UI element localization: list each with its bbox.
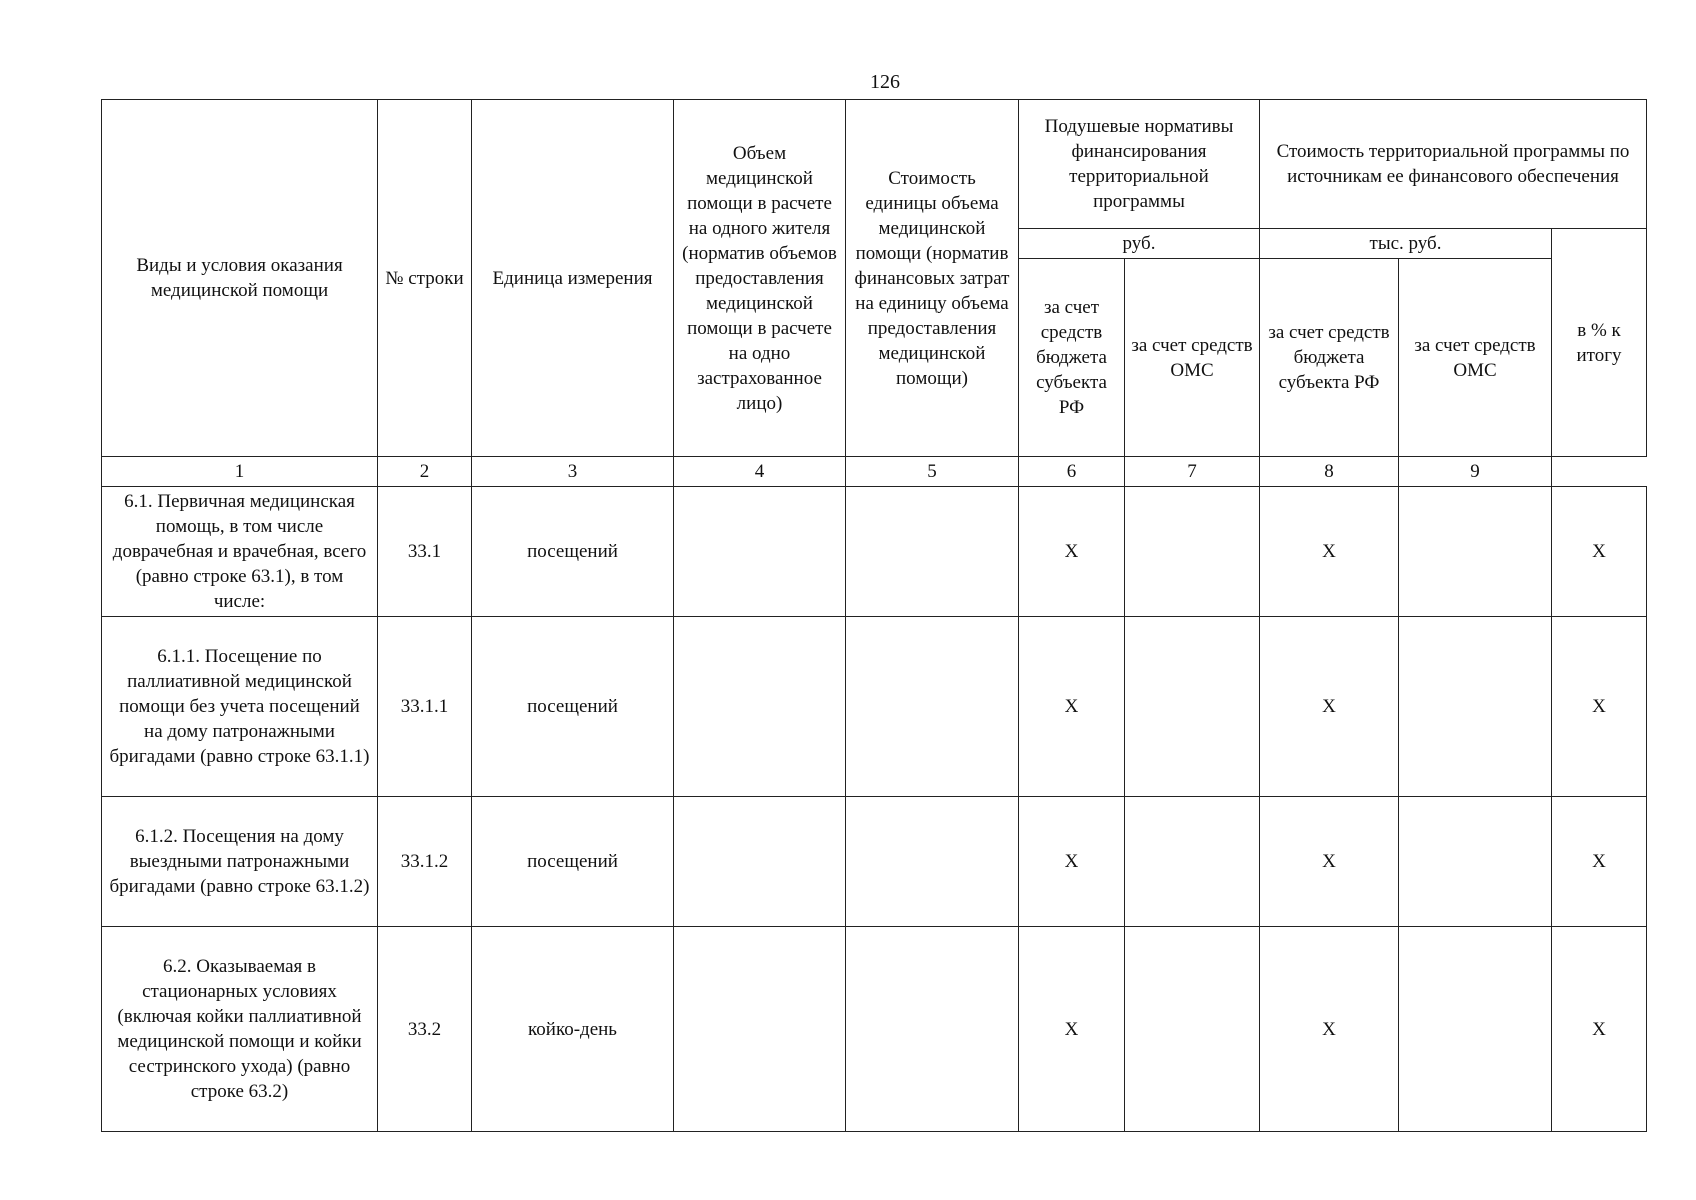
row-oms-6 <box>1125 797 1260 927</box>
row-budget-5: X <box>1019 797 1125 927</box>
row-budget-5: X <box>1019 927 1125 1132</box>
header-percent: в % к итогу <box>1552 229 1647 457</box>
column-number: 9 <box>1399 457 1552 487</box>
header-volume: Объем медицинской помощи в расчете на одного жителя (норматив объемов предоставления медицинской помощи в расчете на одно застрахованное лицо) <box>674 100 846 457</box>
row-volume <box>674 927 846 1132</box>
column-number: 8 <box>1260 457 1399 487</box>
page-number: 126 <box>870 71 900 93</box>
header-budget-7: за счет средств бюджета субъекта РФ <box>1260 259 1399 457</box>
header-unit-rub: руб. <box>1019 229 1260 259</box>
row-cost <box>846 487 1019 617</box>
row-budget-7: X <box>1260 797 1399 927</box>
row-oms-8 <box>1399 487 1552 617</box>
row-unit: посещений <box>472 487 674 617</box>
row-percent: X <box>1552 927 1647 1132</box>
row-unit: посещений <box>472 797 674 927</box>
table-row <box>102 797 1647 927</box>
header-unit: Единица измерения <box>472 100 674 457</box>
header-oms-6: за счет средств ОМС <box>1125 259 1260 457</box>
row-description: 6.2. Оказываемая в стационарных условиях (включая койки паллиативной медицинской помощи и койки сестринского ухода) (равно строке 63.2) <box>102 927 378 1132</box>
table-row <box>102 927 1647 1132</box>
row-budget-7: X <box>1260 617 1399 797</box>
header-row-no: № строки <box>378 100 472 457</box>
row-oms-6 <box>1125 487 1260 617</box>
column-number: 2 <box>378 457 472 487</box>
header-budget-5: за счет средств бюджета субъекта РФ <box>1019 259 1125 457</box>
row-description: 6.1.2. Посещения на дому выездными патронажными бригадами (равно строке 63.1.2) <box>102 797 378 927</box>
row-percent: X <box>1552 617 1647 797</box>
row-cost <box>846 927 1019 1132</box>
row-unit: койко-день <box>472 927 674 1132</box>
header-cost: Стоимость единицы объема медицинской помощи (норматив финансовых затрат на единицу объема предоставления медицинской помощи) <box>846 100 1019 457</box>
row-number: 33.1.1 <box>378 617 472 797</box>
row-unit: посещений <box>472 617 674 797</box>
row-percent: X <box>1552 797 1647 927</box>
row-number: 33.1 <box>378 487 472 617</box>
row-cost <box>846 617 1019 797</box>
row-cost <box>846 797 1019 927</box>
header-types: Виды и условия оказания медицинской помощи <box>102 100 378 457</box>
column-number: 7 <box>1125 457 1260 487</box>
row-volume <box>674 487 846 617</box>
financing-table <box>101 99 1647 1132</box>
header-per-capita: Подушевые нормативы финансирования территориальной программы <box>1019 100 1260 229</box>
row-budget-7: X <box>1260 927 1399 1132</box>
row-percent: X <box>1552 487 1647 617</box>
row-description: 6.1. Первичная медицинская помощь, в том числе доврачебная и врачебная, всего (равно строке 63.1), в том числе: <box>102 487 378 617</box>
column-number: 4 <box>674 457 846 487</box>
row-oms-8 <box>1399 927 1552 1132</box>
row-oms-8 <box>1399 617 1552 797</box>
row-volume <box>674 617 846 797</box>
row-oms-8 <box>1399 797 1552 927</box>
header-unit-thousand-rub: тыс. руб. <box>1260 229 1552 259</box>
column-number: 3 <box>472 457 674 487</box>
table-row <box>102 617 1647 797</box>
row-description: 6.1.1. Посещение по паллиативной медицинской помощи без учета посещений на дому патронажными бригадами (равно строке 63.1.1) <box>102 617 378 797</box>
header-oms-8: за счет средств ОМС <box>1399 259 1552 457</box>
row-budget-5: X <box>1019 487 1125 617</box>
row-oms-6 <box>1125 927 1260 1132</box>
row-number: 33.2 <box>378 927 472 1132</box>
column-number: 5 <box>846 457 1019 487</box>
row-volume <box>674 797 846 927</box>
row-oms-6 <box>1125 617 1260 797</box>
header-cost-total: Стоимость территориальной программы по источникам ее финансового обеспечения <box>1260 100 1647 229</box>
row-budget-7: X <box>1260 487 1399 617</box>
table-row <box>102 487 1647 617</box>
column-number: 6 <box>1019 457 1125 487</box>
row-number: 33.1.2 <box>378 797 472 927</box>
column-number: 1 <box>102 457 378 487</box>
row-budget-5: X <box>1019 617 1125 797</box>
